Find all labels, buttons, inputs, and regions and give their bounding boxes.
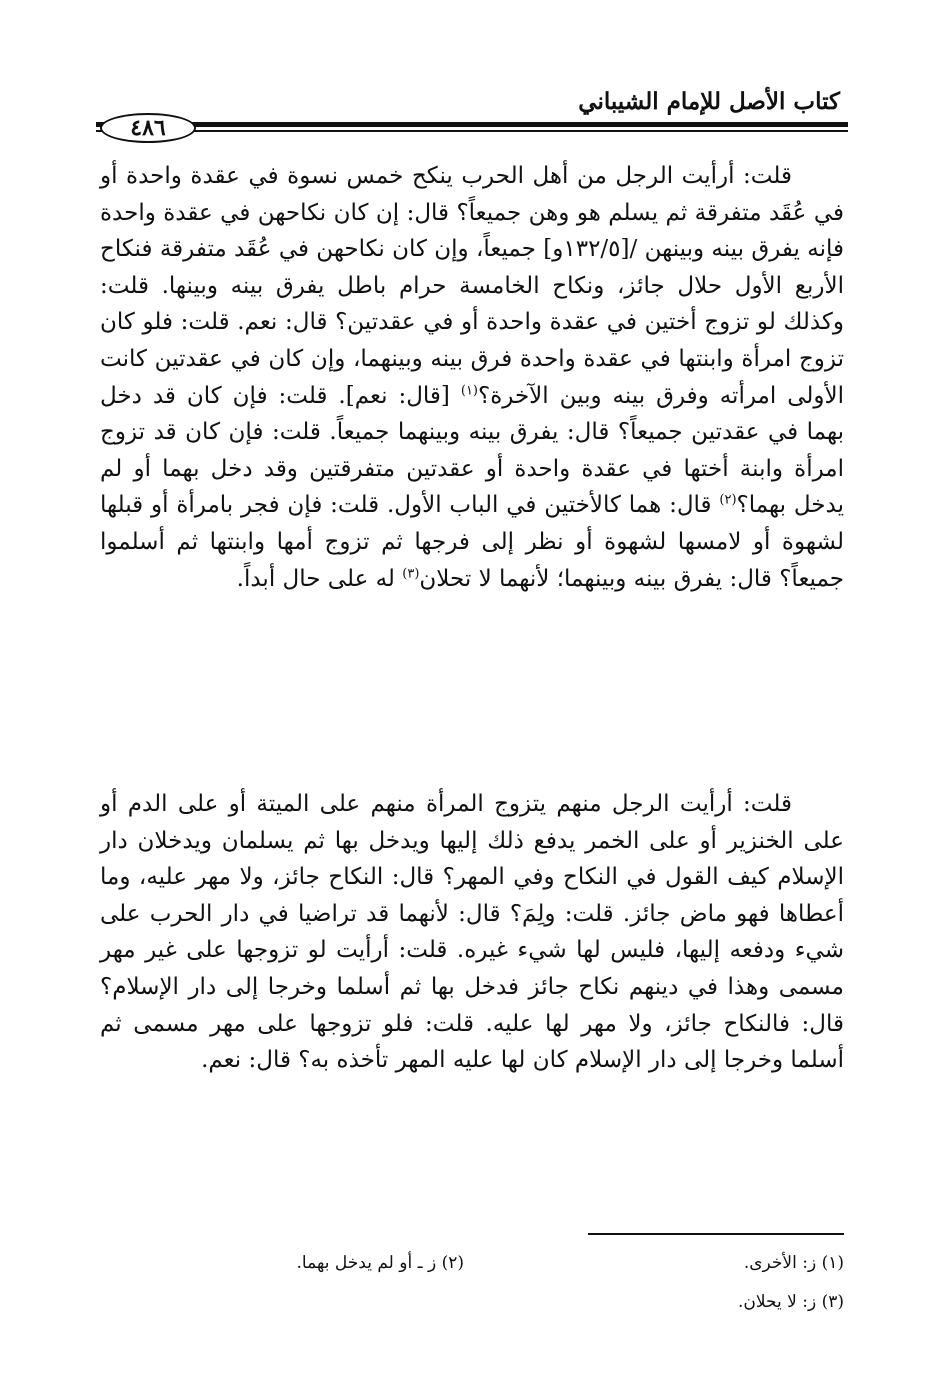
paragraph-1-part-3: قال: هما كالأختين في الباب الأول. قلت: فإن فجر بامرأة أو قبلها لشهوة أو لامسها لشهوة أو نظر إلى فرجها ثم تزوج أمها وابنتها ثم أسلموا جميعاً؟ قال: يفرق بينه وبينهما؛ لأنهما لا تحلان xyxy=(100,492,844,592)
page-number: ٤٨٦ xyxy=(100,113,196,143)
footnote-2: (٢) ز ـ أو لم يدخل بهما. xyxy=(296,1253,464,1273)
footnote-ref-3: (٣) xyxy=(402,565,420,581)
footnote-separator xyxy=(588,1233,844,1235)
paragraph-1-part-2: [قال: نعم]. قلت: فإن كان قد دخل بهما في عقدتين جميعاً؟ قال: يفرق بينه وبينهما جميعاً. قلت: فإن كان قد تزوج امرأة وابنة أختها في عقدة واحدة أو عقدتين متفرقتين وقد دخل بهما أو لم يدخل بهما؟ xyxy=(100,382,845,519)
footnote-ref-2: (٢) xyxy=(719,492,737,508)
paragraph-2-text: قلت: أرأيت الرجل منهم يتزوج المرأة منهم على الميتة أو على الدم أو على الخنزير أو على الخمر يدفع ذلك إليها ويدخل بها ثم يسلمان ويدخلان دار الإسلام كيف القول في النكاح وفي المهر؟ قال: النكاح جائز، ولا مهر عليه، وما أعطاها فهو ماض جائز. قلت: ولِمَ؟ قال: لأنهما قد تراضيا في دار الحرب على شيء ودفعه إليها، فليس لها شيء غيره. قلت: أرأيت لو تزوجها على غير مهر مسمى وهذا في دينهم نكاح جائز فدخل بها ثم أسلما وخرجا إلى دار الإسلام؟ قال: فالنكاح جائز، ولا مهر لها عليه. قلت: فلو تزوجها على مهر مسمى ثم أسلما وخرجا إلى دار الإسلام كان لها عليه المهر تأخذه به؟ قال: نعم. xyxy=(100,791,844,1074)
header-rule-thin xyxy=(96,130,848,132)
footnote-3: (٣) ز: لا يحلان. xyxy=(738,1292,844,1312)
paragraph-2 xyxy=(100,786,844,1079)
header-rule-thick xyxy=(96,122,848,127)
paragraph-1-part-1: قلت: أرأيت الرجل من أهل الحرب ينكح خمس نسوة في عقدة واحدة أو في عُقَد متفرقة ثم يسلم هو وهن جميعاً؟ قال: إن كان نكاحهن في عقدة واحدة فإنه يفرق بينه وبينهن /[١٣٢/٥و] جميعاً، وإن كان نكاحهن في عُقَد متفرقة فنكاح الأربع الأول حلال جائز، ونكاح الخامسة حرام باطل يفرق بينه وبينها. قلت: وكذلك لو تزوج أختين في عقدة واحدة أو في عقدتين؟ قال: نعم. قلت: فلو كان تزوج امرأة وابنتها في عقدة واحدة فرق بينه وبينهما، وإن كان في عقدتين كانت الأولى امرأته وفرق بينه وبين الآخرة؟ xyxy=(100,163,844,409)
footnote-ref-1: (١) xyxy=(460,382,478,398)
paragraph-1-text xyxy=(100,158,844,597)
paragraph-1 xyxy=(100,158,844,597)
footnote-1: (١) ز: الأخرى. xyxy=(743,1253,844,1273)
running-header-title: كتاب الأصل للإمام الشيباني xyxy=(578,88,840,115)
paragraph-1-part-4: له على حال أبداً. xyxy=(236,565,403,592)
